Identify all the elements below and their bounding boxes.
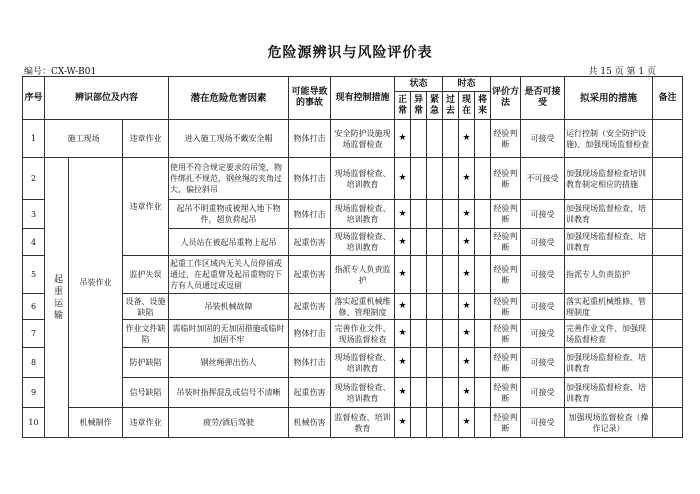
row-measure: 加强现场监督检查、培训教育 [565, 348, 653, 378]
header-measures: 拟采用的措施 [565, 77, 653, 120]
header-acceptable: 是否可接受 [521, 77, 565, 120]
row-control: 指派专人负责监护 [331, 256, 395, 294]
row-seq: 10 [23, 408, 45, 438]
row-seq: 4 [23, 229, 45, 256]
row-accident: 物体打击 [289, 120, 331, 158]
row-accident: 机械伤害 [289, 408, 331, 438]
header-method: 评价方法 [491, 77, 521, 120]
row-accept: 可接受 [521, 120, 565, 158]
header-state-emergency: 紧急 [427, 92, 443, 120]
star-present: ★ [459, 378, 475, 408]
header-hazard: 潜在危险危害因素 [169, 77, 289, 120]
row-accept: 可接受 [521, 200, 565, 229]
row-seq: 7 [23, 320, 45, 348]
row-hazard: 起吊不明重物或被埋入地下物件，超负荷起吊 [169, 200, 289, 229]
row-sub: 违章作业 [123, 408, 169, 438]
row-measure: 加强现场监督检查、培训教育 [565, 229, 653, 256]
table-row [23, 120, 683, 158]
table-row [23, 408, 683, 438]
row-seq: 3 [23, 200, 45, 229]
header-state-abnormal: 异常 [411, 92, 427, 120]
star-present: ★ [459, 229, 475, 256]
row-control: 监督检查、培训教育 [331, 408, 395, 438]
lifting-transport-label: 起重运输 [45, 158, 69, 438]
row-control: 现场监督检查、培训教育 [331, 348, 395, 378]
row-method: 经验判断 [491, 120, 521, 158]
row-control: 完善作业文件、现场监督检查 [331, 320, 395, 348]
row-method: 经验判断 [491, 256, 521, 294]
star-normal: ★ [395, 120, 411, 158]
row-accept: 可接受 [521, 378, 565, 408]
row-accident: 物体打击 [289, 200, 331, 229]
row-seq: 5 [23, 256, 45, 294]
row-measure: 加强现场监督检查、培训教育 [565, 378, 653, 408]
star-normal: ★ [395, 378, 411, 408]
header-state-normal: 正常 [395, 92, 411, 120]
row-hazard: 进入施工现场不戴安全帽 [169, 120, 289, 158]
row-accept: 可接受 [521, 408, 565, 438]
header-tense-present: 现在 [459, 92, 475, 120]
header-tense-past: 过去 [443, 92, 459, 120]
row-measure: 指派专人负责监护 [565, 256, 653, 294]
star-present: ★ [459, 294, 475, 320]
row-measure: 落实起重机械维修、管理制度 [565, 294, 653, 320]
row-accident: 起重伤害 [289, 378, 331, 408]
row-sub: 防护缺陷 [123, 348, 169, 378]
row-accept: 可接受 [521, 294, 565, 320]
row-method: 经验判断 [491, 229, 521, 256]
row-measure: 完善作业文件、加强现场监督检查 [565, 320, 653, 348]
risk-table [22, 76, 683, 438]
star-present: ★ [459, 408, 475, 438]
row-method: 经验判断 [491, 200, 521, 229]
row-area: 机械制作 [69, 408, 123, 438]
row-accept: 不可接受 [521, 158, 565, 200]
row-measure: 加强现场监督检查、培训教育 [565, 200, 653, 229]
row-hazard: 钢丝绳弹出伤人 [169, 348, 289, 378]
row-hazard: 吊装时指挥混乱或信号不清晰 [169, 378, 289, 408]
row-accident: 物体打击 [289, 320, 331, 348]
row-seq: 6 [23, 294, 45, 320]
row-sub: 监护失误 [123, 256, 169, 294]
row-seq: 1 [23, 120, 45, 158]
row-control: 现场监督检查、培训教育 [331, 229, 395, 256]
header-part: 辨识部位及内容 [45, 77, 169, 120]
table-row [23, 158, 683, 200]
row-hazard: 人员站在被起吊重物上起吊 [169, 229, 289, 256]
row-accident: 起重伤害 [289, 229, 331, 256]
star-normal: ★ [395, 320, 411, 348]
document-title: 危险源辨识与风险评价表 [267, 45, 433, 61]
row-accept: 可接受 [521, 256, 565, 294]
row-method: 经验判断 [491, 408, 521, 438]
row-accident: 起重伤害 [289, 256, 331, 294]
row-area: 施工现场 [45, 120, 123, 158]
header-control: 现有控制措施 [331, 77, 395, 120]
row-control: 现场监督检查、培训教育 [331, 378, 395, 408]
row-measure: 加强现场监督检查培训教育制定相应的措施 [565, 158, 653, 200]
row-method: 经验判断 [491, 294, 521, 320]
header-state: 状态 [395, 77, 443, 92]
star-present: ★ [459, 256, 475, 294]
row-measure: 运行控制（安全防护设施)、加强现场监督检查 [565, 120, 653, 158]
row-hazard: 起重工作区域内无关人员停留或通过，在起重臂及起吊重物的下方有人员通过或逗留 [169, 256, 289, 294]
row-method: 经验判断 [491, 158, 521, 200]
row-control: 现场监督检查、培训教育 [331, 200, 395, 229]
row-control: 现场监督检查、培训教育 [331, 158, 395, 200]
star-present: ★ [459, 200, 475, 229]
hoisting-work-label: 吊装作业 [69, 158, 123, 408]
star-normal: ★ [395, 158, 411, 200]
row-hazard: 疲劳/酒后驾驶 [169, 408, 289, 438]
header-tense-future: 将来 [475, 92, 491, 120]
row-accept: 可接受 [521, 320, 565, 348]
row-measure: 加强现场监督检查（操作记录） [565, 408, 653, 438]
document-number: 编号：CX-W-B01 [24, 67, 97, 77]
row-accident: 起重伤害 [289, 294, 331, 320]
header-tense: 时态 [443, 77, 491, 92]
star-present: ★ [459, 158, 475, 200]
row-seq: 9 [23, 378, 45, 408]
page-info: 共 15 页 第 1 页 [588, 67, 656, 77]
row-hazard: 需临时加固的无加固措施或临时加固不牢 [169, 320, 289, 348]
row-accept: 可接受 [521, 348, 565, 378]
header-accident: 可能导致的事故 [289, 77, 331, 120]
row-accident: 物体打击 [289, 158, 331, 200]
star-normal: ★ [395, 348, 411, 378]
header-seq: 序号 [23, 77, 45, 120]
star-normal: ★ [395, 294, 411, 320]
row-control: 安全防护设施现场监督检查 [331, 120, 395, 158]
row-accept: 可接受 [521, 229, 565, 256]
row-hazard: 吊装机械故障 [169, 294, 289, 320]
row-method: 经验判断 [491, 378, 521, 408]
star-normal: ★ [395, 200, 411, 229]
row-seq: 2 [23, 158, 45, 200]
row-method: 经验判断 [491, 348, 521, 378]
star-present: ★ [459, 348, 475, 378]
row-seq: 8 [23, 348, 45, 378]
row-accident: 物体打击 [289, 348, 331, 378]
star-present: ★ [459, 120, 475, 158]
row-sub: 信号缺陷 [123, 378, 169, 408]
row-hazard: 使用不符合规定要求的吊笼，物件绑扎不规范，钢丝绳的夹角过大，偏拉斜吊 [169, 158, 289, 200]
row-method: 经验判断 [491, 320, 521, 348]
star-normal: ★ [395, 256, 411, 294]
row-control: 落实起重机械维修、管理制度 [331, 294, 395, 320]
violation-merged: 违章作业 [123, 158, 169, 256]
row-sub: 违章作业 [123, 120, 169, 158]
row-sub: 作业文件缺陷 [123, 320, 169, 348]
row-sub: 设备、设施缺陷 [123, 294, 169, 320]
header-remarks: 备注 [653, 77, 683, 120]
star-normal: ★ [395, 229, 411, 256]
star-present: ★ [459, 320, 475, 348]
star-normal: ★ [395, 408, 411, 438]
